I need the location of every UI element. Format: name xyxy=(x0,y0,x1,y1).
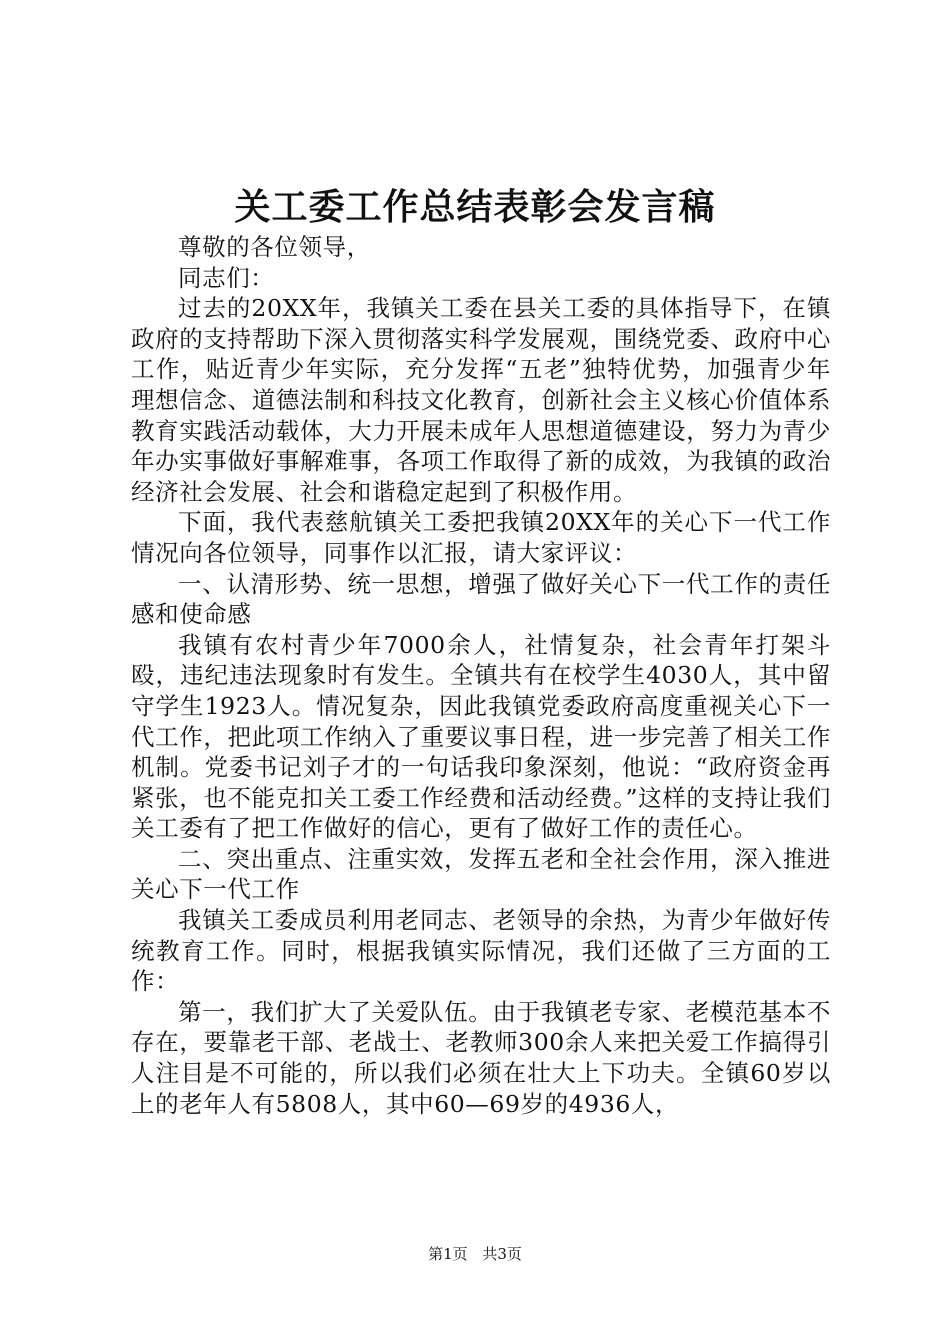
paragraph-work-overview: 我镇关工委成员利用老同志、老领导的余热，为青少年做好传统教育工作。同时，根据我镇实际情况，我们还做了三方面的工作： xyxy=(131,906,831,996)
paragraph-introduction: 下面，我代表慈航镇关工委把我镇20XX年的关心下一代工作情况向各位领导，同事作以汇报，请大家评议： xyxy=(131,508,831,567)
document-body xyxy=(131,232,831,1119)
page-footer xyxy=(0,1244,950,1264)
paragraph-review: 过去的20XX年，我镇关工委在县关工委的具体指导下，在镇政府的支持帮助下深入贯彻落实科学发展观，围绕党委、政府中心工作，贴近青少年实际，充分发挥“五老”独特优势，加强青少年理想信念、道德法制和科技文化教育，创新社会主义核心价值体系教育实践活动载体，大力开展未成年人思想道德建设，努力为青少年办实事做好事解难事，各项工作取得了新的成效，为我镇的政治经济社会发展、社会和谐稳定起到了积极作用。 xyxy=(131,294,831,506)
page-total: 共3页 xyxy=(482,1245,522,1263)
paragraph-situation: 我镇有农村青少年7000余人，社情复杂，社会青年打架斗殴，违纪违法现象时有发生。全镇共有在校学生4030人，其中留守学生1923人。情况复杂，因此我镇党委政府高度重视关心下一代工作，把此项工作纳入了重要议事日程，进一步完善了相关工作机制。党委书记刘子才的一句话我印象深刻，他说：“政府资金再紧张，也不能克扣关工委工作经费和活动经费。”这样的支持让我们关工委有了把工作做好的信心，更有了做好工作的责任心。 xyxy=(131,630,831,843)
salutation-leaders: 尊敬的各位领导， xyxy=(178,233,371,261)
salutation-comrades: 同志们： xyxy=(178,263,275,292)
section-heading-1: 一、认清形势、统一思想，增强了做好关心下一代工作的责任感和使命感 xyxy=(131,569,831,629)
page-number: 第1页 xyxy=(428,1245,468,1263)
document-title: 关工委工作总结表彰会发言稿 xyxy=(234,187,716,228)
paragraph-first-point: 第一，我们扩大了关爱队伍。由于我镇老专家、老模范基本不存在，要靠老干部、老战士、老教师300余人来把关爱工作搞得引人注目是不可能的，所以我们必须在壮大上下功夫。全镇60岁以上的老年人有5808人，其中60—69岁的4936人， xyxy=(131,997,831,1118)
section-heading-2: 二、突出重点、注重实效，发挥五老和全社会作用，深入推进关心下一代工作 xyxy=(131,844,831,904)
